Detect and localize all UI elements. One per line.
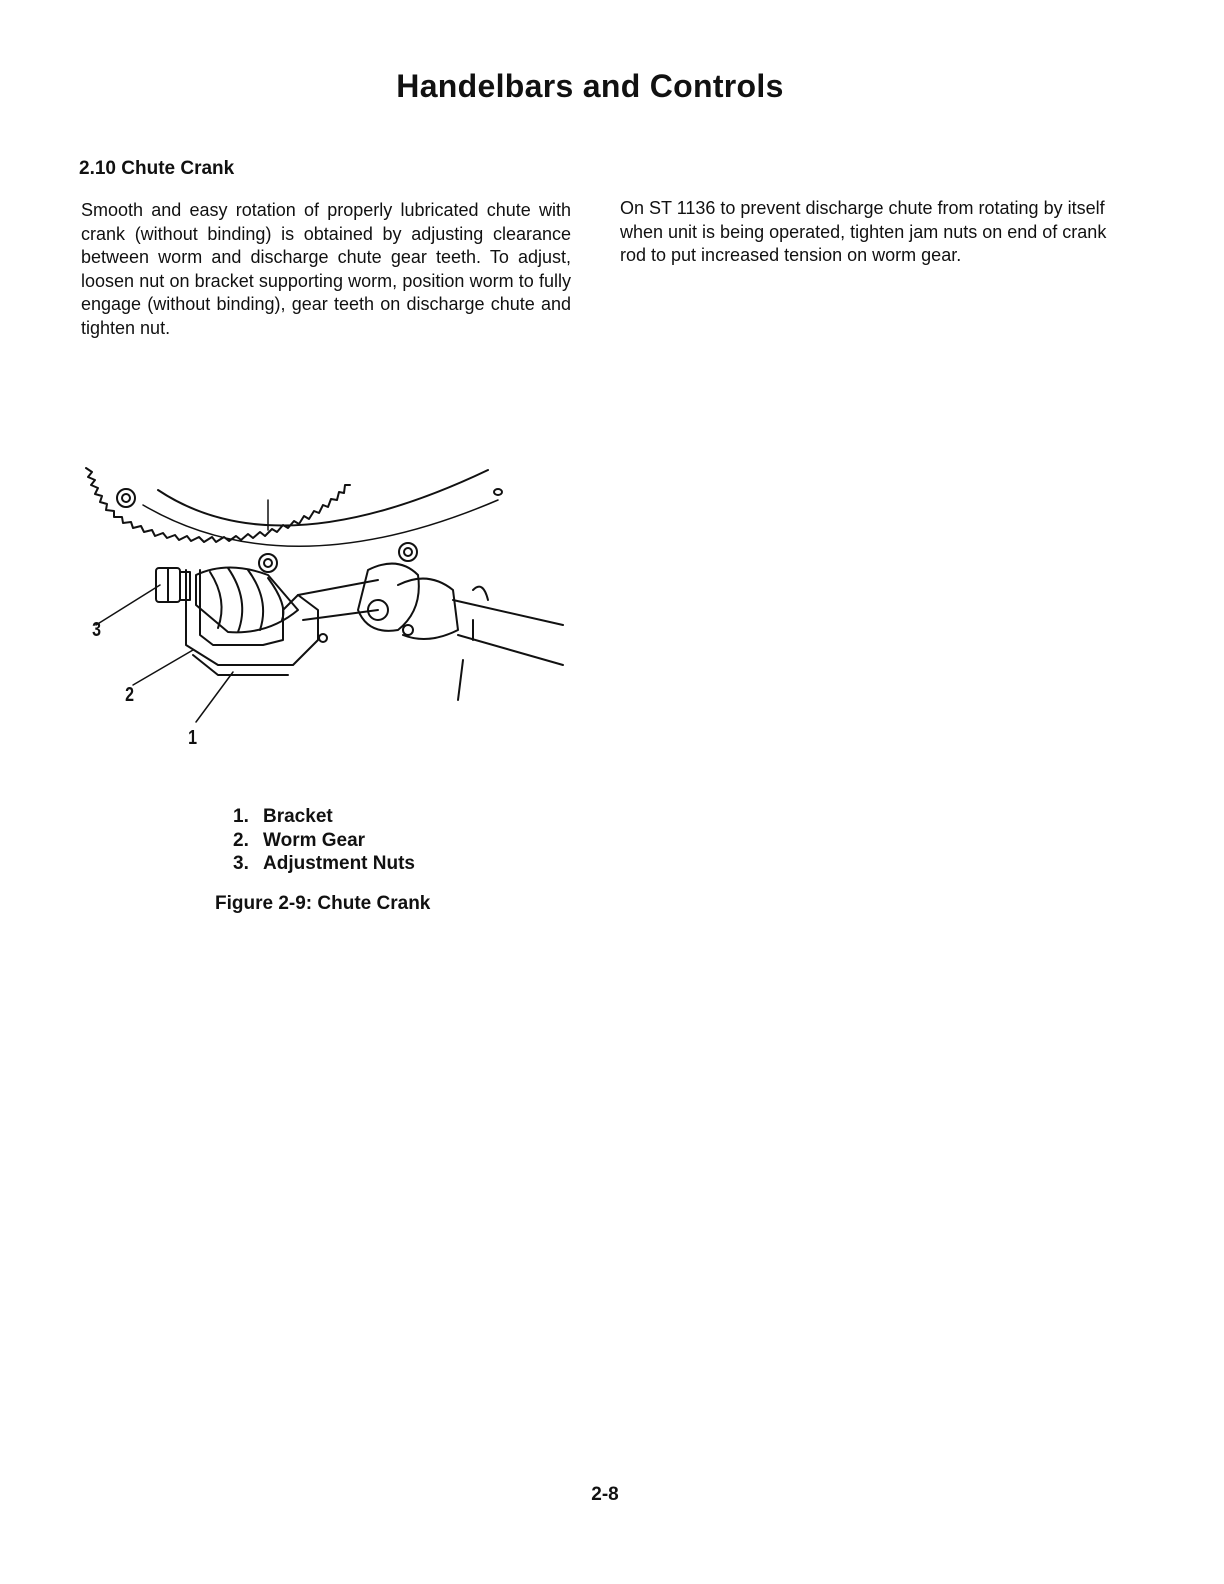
leader-line-1 xyxy=(196,672,233,722)
figure-legend xyxy=(233,805,415,876)
callout-2: 2 xyxy=(125,684,135,706)
legend-item xyxy=(233,852,415,876)
gear-teeth xyxy=(86,468,350,542)
leader-line-2 xyxy=(133,650,193,685)
bracket xyxy=(186,570,318,665)
universal-joint xyxy=(358,564,419,631)
figure-caption: Figure 2-9: Chute Crank xyxy=(215,893,431,914)
section-heading: 2.10 Chute Crank xyxy=(79,158,235,179)
legend-label: Bracket xyxy=(263,806,333,827)
legend-number: 3. xyxy=(233,853,249,874)
callout-3: 3 xyxy=(92,619,102,641)
leader-line-3 xyxy=(96,585,160,625)
callout-1: 1 xyxy=(188,727,198,749)
legend-item xyxy=(233,805,415,829)
legend-label: Worm Gear xyxy=(263,829,366,851)
page-number: 2-8 xyxy=(591,1484,619,1505)
paragraph-right: On ST 1136 to prevent discharge chute from rotating by itself when unit is being operated, tighten jam nuts on end of crank rod to put increased tension on worm gear. xyxy=(620,198,1107,265)
legend-item xyxy=(233,829,415,853)
paragraph-left: Smooth and easy rotation of properly lubricated chute with crank (without binding) is obtained by adjusting clearance between worm and discharge chute gear teeth. To adjust, loosen nut on bracket supporting worm, position worm to fully engage (without binding), gear teeth on discharge chute and tighten nut. xyxy=(81,200,571,338)
legend-number: 1. xyxy=(233,806,249,827)
legend-number: 2. xyxy=(233,829,249,851)
legend-label: Adjustment Nuts xyxy=(263,853,415,874)
page-title: Handelbars and Controls xyxy=(396,68,784,104)
chute-crank-illustration xyxy=(78,460,578,760)
